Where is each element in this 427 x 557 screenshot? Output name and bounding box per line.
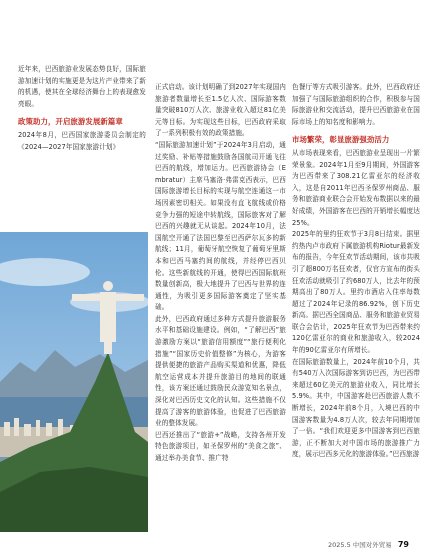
paragraph: 色餐厅等方式吸引游客。此外，巴西政府还加强了与国际旅游组织的合作，积极参与国际旅游业和交流活动，提升巴西旅游业在国际市场上的知名度和影响力。 xyxy=(292,83,420,126)
column-1 xyxy=(18,64,146,153)
column-2 xyxy=(155,82,286,465)
paragraph: 从市场表现来看，巴西旅游业呈现出一片繁荣景象。2024年1月至9月期间，外国游客为巴西带来了308.21亿雷亚尔的经济收入，这是自2011年巴西圣保罗州商品、服务和旅游商业联合会开始发布数据以来的最好成绩，外国游客在巴西的开销增长幅度达25%。 xyxy=(292,148,420,227)
column-3 xyxy=(292,82,420,461)
paragraph: 此外，巴西政府通过多种方式提升旅游服务水平和基础设施建设。例如，“了解巴西”旅游激励方案以“旅游信用额度”“旅行便利化措施”“国家历史价值整修”为核心，为游客提供便捷的旅游产品购买渠道和优惠，降低航空运营成本并提升旅游目的地间的联通性，该方案还通过鼓励民众游览知名景点，深化对巴西历史文化的认知。这些措施不仅提高了游客的旅游体验，也促进了巴西旅游业的整体发展。 xyxy=(155,314,286,428)
paragraph: 在国际旅游数量上，2024年前10个月，共有540万入次国际游客到访巴西，为巴西带来超过60亿美元的旅游业收入，同比增长5.9%。其中，中国游客赴巴西旅游人数不断增长，2024年前8个月，入境巴西的中国游客数量为4.8万人次，较去年同期增加了一倍。“我们欢迎更多中国游客到巴西旅游，正不断加大对中国市场的旅游推广力度，展示巴西多元化的旅游体验。”巴西旅游 xyxy=(292,357,420,459)
paragraph: “国际旅游加速计划”于2024年3月启动，通过奖励、补贴等措施鼓励各国航司开通飞往巴西的航线，增加运力。巴西旅游协会（Embratur）主席马塞洛·弗雷克西表示，巴西国际旅游增长目标的实现与航空连通这一市场因素密切相关。如果没有直飞航线或价格竞争力强的短途中转航线，国际旅客对了解巴西的兴趣就无从谈起。2024年10月，法国航空开通了法国巴黎至巴西萨尔瓦多的新航线；11月，葡萄牙航空恢复了葡萄牙里斯本和巴西马塞约间的航线，并经停巴西贝伦。这些新航线的开通，使得巴西国际航班数量创新高，极大地提升了巴西与世界的连通性，为吸引更多国际游客奠定了坚实基础。 xyxy=(155,140,286,312)
paragraph: 2024年8月，巴西国家旅游委员会制定的《2024—2027年国家旅游计划》 xyxy=(18,130,146,151)
page-footer xyxy=(328,540,409,549)
paragraph: 巴西还推出了“旅游+”战略，支持各州开发特色旅游项目，如圣保罗州的“美食之旅”、通过举办美食节、推广特 xyxy=(155,430,286,462)
paragraph: 正式启动。该计划明确了到2027年实现国内旅游者数量增长至1.5亿人次、国际游客数量突破810万人次、旅游业收入超过81亿美元等目标。为实现这些目标，巴西政府采取了一系列积极有效的政策措施。 xyxy=(155,83,286,138)
section-heading: 政策助力，开启旅游发展新篇章 xyxy=(18,117,123,127)
section-heading: 市场繁荣，彰显旅游强劲活力 xyxy=(292,135,390,145)
page-number: 79 xyxy=(397,540,409,549)
christ-the-redeemer-photo xyxy=(0,232,148,532)
paragraph: 2025年的里约狂欢节于3月8日结束。据里约热内卢市政府下属旅游机构Riotur最新发布的报告，今年狂欢节活动期间，该市共吸引了超800万名狂欢者，仅官方宣布的街头狂欢活动就吸引了约680万人，比去年的预期高出了80万人。里约市酒店入住率每数超过了2024年记录的86.92%，创下历史新高。据巴西全国商品、服务和旅游业贸易联合会估计，2025年狂欢节为巴西带来约120亿雷亚尔的商业和旅游收入，较2024年的90亿雷亚尔有所增长。 xyxy=(292,230,420,355)
issue-label: 2025.5 中国对外贸易 xyxy=(327,541,392,549)
paragraph: 近年来，巴西旅游业发展态势良好，国际旅游加速计划的实施更是为这片产业带来了新的机遇，使其在全球经济舞台上的表现愈发亮眼。 xyxy=(18,65,146,108)
